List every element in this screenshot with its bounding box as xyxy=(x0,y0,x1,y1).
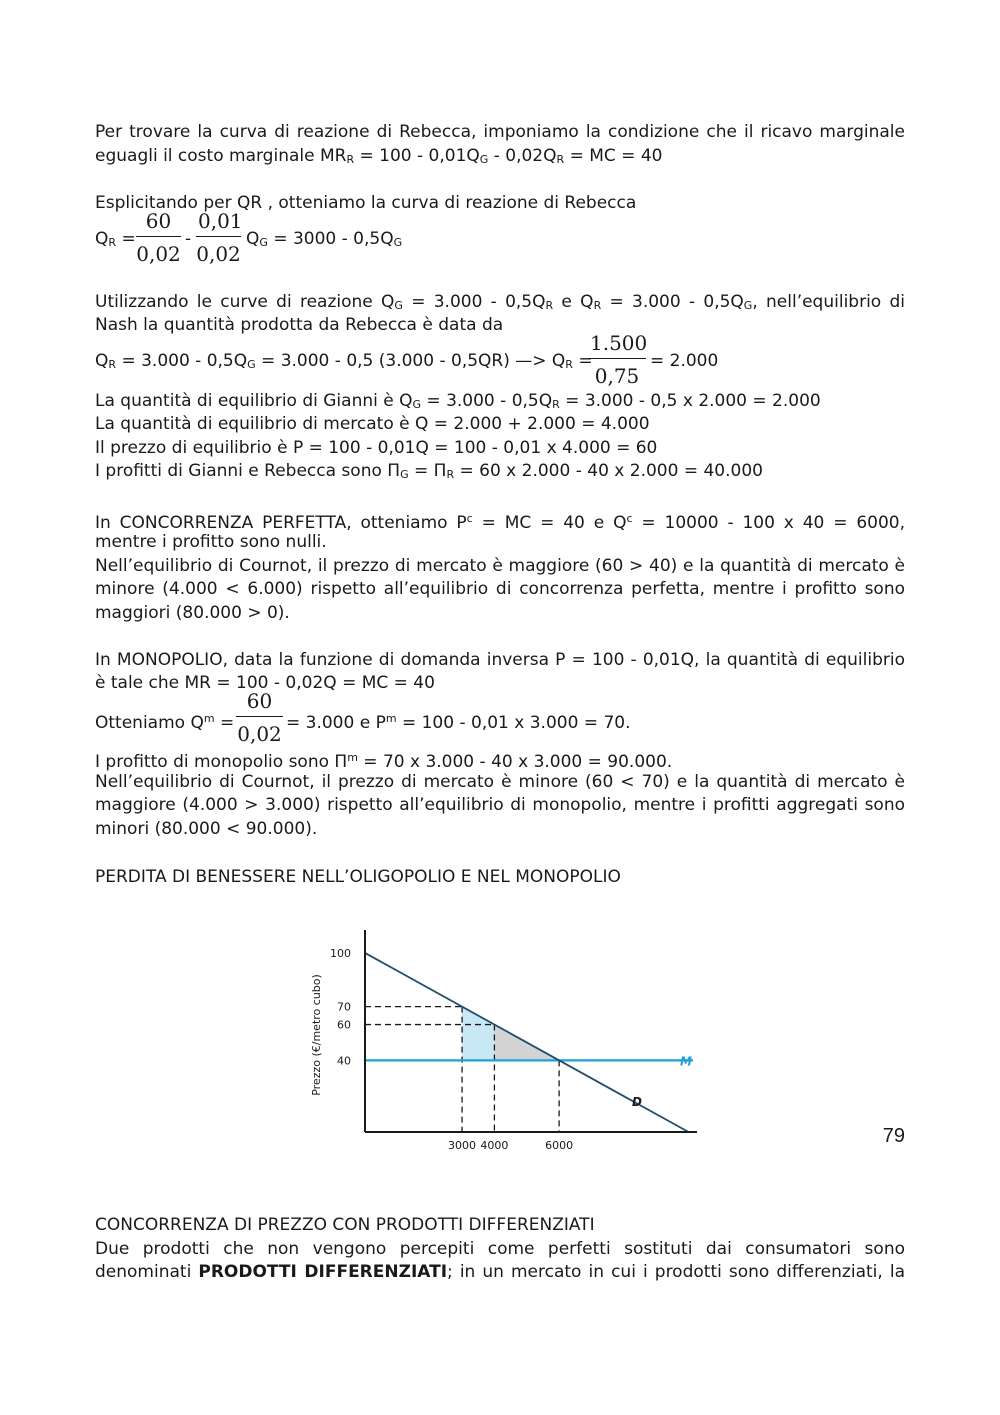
page-number: 79 xyxy=(882,1125,905,1147)
paragraph-line: denominati PRODOTTI DIFFERENZIATI; in un mercato in cui i prodotti sono differenziati, la xyxy=(95,1262,905,1282)
mc-label: M xyxy=(680,1054,692,1069)
formula-line: = 3.000 e $P^m = 100 - 0,01$ x 3.000 = 70. xyxy=(286,712,631,733)
paragraph-line: La quantità di equilibrio di mercato è Q = 2.000 + 2.000 = 4.000 xyxy=(95,414,650,434)
paragraph-line: Esplicitando per QR , otteniamo la curva di reazione di Rebecca xyxy=(95,193,637,213)
paragraph-line: eguagli il costo marginale $MR_R = 100 - 0,01Q_G - 0,02Q_R$ = MC = 40 xyxy=(95,146,663,166)
paragraph-line: Due prodotti che non vengono percepiti come perfetti sostituti dai consumatori sono xyxy=(95,1239,905,1259)
x-tick-label-2: 6000 xyxy=(545,1139,574,1152)
minus-sign: - xyxy=(185,229,192,249)
paragraph-line: Utilizzando le curve di reazione $Q_G = 3.000 - 0,5Q_R$ e $Q_R = 3.000 - 0,5Q_G$, nell’equilibrio di xyxy=(95,292,905,312)
paragraph-line: I profitti di Gianni e Rebecca sono $\Pi_G = \Pi_R = 60$ x 2.000 - 40 x 2.000 = 40.000 xyxy=(95,461,763,481)
section-heading: PERDITA DI BENESSERE NELL’OLIGOPOLIO E NEL MONOPOLIO xyxy=(95,867,621,887)
x-tick-label-1: 4000 xyxy=(480,1139,509,1152)
paragraph-line: Nell’equilibrio di Cournot, il prezzo di mercato è minore (60 < 70) e la quantità di mercato è xyxy=(95,772,905,792)
paragraph-line: Per trovare la curva di reazione di Rebecca, imponiamo la condizione che il ricavo marginale xyxy=(95,122,905,142)
paragraph-line: minori (80.000 < 90.000). xyxy=(95,819,318,839)
formula-line: $Q_R$ = xyxy=(95,229,136,249)
formula-line: $Q_R = 3.000 - 0,5Q_G = 3.000 - 0,5$ (3.000 - 0,5QR) —> $Q_R$ = xyxy=(95,351,593,371)
paragraph-line: I profitto di monopolio sono $\Pi^m = 70$ x 3.000 - 40 x 3.000 = 90.000. xyxy=(95,751,673,772)
y-tick-label-1: 70 xyxy=(337,1000,351,1014)
x-tick-label-0: 3000 xyxy=(448,1139,477,1152)
paragraph-line: Nash la quantità prodotta da Rebecca è data da xyxy=(95,315,504,335)
welfare-loss-chart xyxy=(290,925,710,1165)
fraction: $\frac{60}{0,02}$ xyxy=(237,689,282,746)
formula-line: = 2.000 xyxy=(650,351,719,371)
y-tick-label-0: 100 xyxy=(330,946,351,960)
formula-line: $Q_G = 3000 - 0,5Q_G$ xyxy=(246,229,403,249)
paragraph-line: In MONOPOLIO, data la funzione di domanda inversa P = 100 - 0,01Q, la quantità di equilibrio xyxy=(95,650,905,670)
formula-line: Otteniamo $Q^m$ = xyxy=(95,712,235,733)
fraction: $\frac{1.500}{0,75}$ xyxy=(590,331,648,388)
y-tick-label-3: 40 xyxy=(337,1054,351,1068)
fraction: $\frac{60}{0,02}$ xyxy=(136,209,181,266)
paragraph-line: minore (4.000 < 6.000) rispetto all’equilibrio di concorrenza perfetta, mentre i profitto sono xyxy=(95,579,905,599)
paragraph-line: In CONCORRENZA PERFETTA, otteniamo $P^c$ = MC = 40 e $Q^c = 10000 - 100$ x 40 = 6000, xyxy=(95,512,905,533)
paragraph-line: La quantità di equilibrio di Gianni è $Q_G = 3.000 - 0,5Q_R = 3.000 - 0,5$ x 2.000 = 2.000 xyxy=(95,391,821,411)
paragraph-line: è tale che MR = 100 - 0,02Q = MC = 40 xyxy=(95,673,435,693)
section-heading: CONCORRENZA DI PREZZO CON PRODOTTI DIFFERENZIATI xyxy=(95,1215,595,1235)
fraction: $\frac{0,01}{0,02}$ xyxy=(196,209,243,266)
paragraph-line: maggiori (80.000 > 0). xyxy=(95,603,290,623)
demand-label: D xyxy=(632,1095,642,1109)
y-tick-label-2: 60 xyxy=(337,1018,351,1032)
y-axis-label: Prezzo (€/metro cubo) xyxy=(310,974,323,1096)
paragraph-line: maggiore (4.000 > 3.000) rispetto all’equilibrio di monopolio, mentre i profitti aggregati sono xyxy=(95,795,905,815)
paragraph-line: mentre i profitto sono nulli. xyxy=(95,532,327,552)
paragraph-line: Il prezzo di equilibrio è P = 100 - 0,01Q = 100 - 0,01 x 4.000 = 60 xyxy=(95,438,658,458)
paragraph-line: Nell’equilibrio di Cournot, il prezzo di mercato è maggiore (60 > 40) e la quantità di mercato è xyxy=(95,556,905,576)
